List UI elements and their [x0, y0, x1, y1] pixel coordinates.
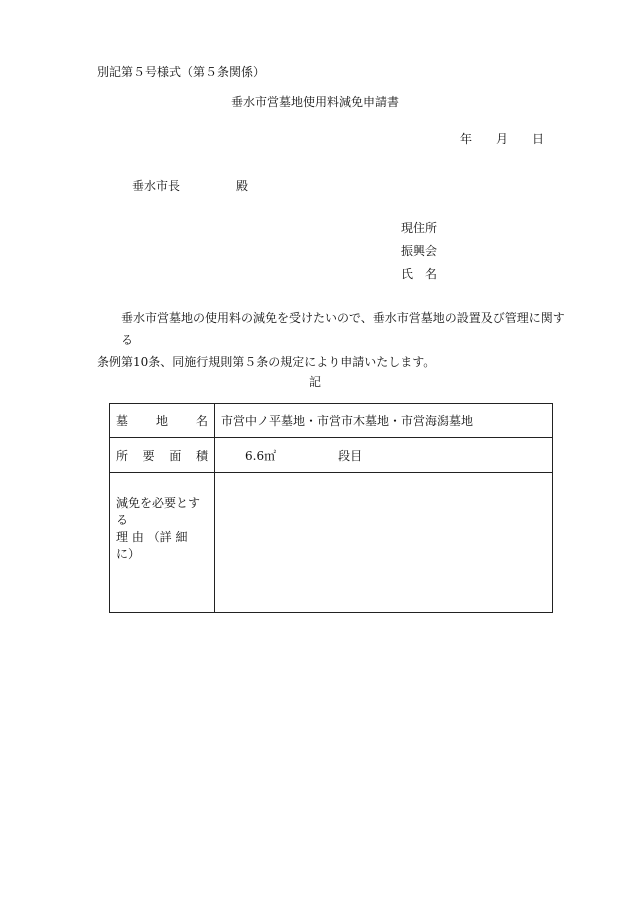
cemetery-value: 市営中ノ平墓地・市営市木墓地・市営海潟墓地: [215, 404, 553, 438]
table-row-cemetery: [110, 404, 553, 438]
cemetery-label-char: 墓: [116, 414, 129, 428]
body-line-2: 条例第10条、同施行規則第５条の規定により申請いたします。: [97, 355, 436, 369]
address-label: 現住所: [401, 221, 438, 235]
note-mark: 記: [308, 375, 321, 389]
name-label: 氏 名: [401, 267, 438, 281]
table-row-area: [110, 438, 553, 473]
area-label-char: 要: [142, 448, 155, 463]
area-label-char: 積: [195, 448, 208, 463]
application-table: [109, 403, 553, 613]
area-cell: [215, 438, 553, 473]
document-title: 垂水市営墓地使用料減免申請書: [230, 95, 399, 109]
addressee-name: 垂水市長: [132, 179, 181, 193]
addressee: [132, 180, 248, 192]
association-label: 振興会: [401, 244, 438, 258]
cemetery-label: [110, 404, 215, 438]
area-label-char: 面: [169, 448, 182, 463]
cemetery-label-char: 地: [155, 414, 168, 428]
addressee-honorific: 殿: [236, 179, 249, 193]
table-row-reason: [110, 473, 553, 613]
date-day-label: 日: [532, 132, 545, 146]
area-label: [110, 438, 215, 473]
area-label-char: 所: [116, 448, 129, 463]
form-number: 別記第５号様式（第５条関係）: [97, 65, 266, 79]
body-text: [97, 307, 567, 373]
applicant-block: [401, 222, 437, 291]
reason-label-line-1: 減免を必要とする: [116, 496, 201, 527]
date-month-label: 月: [496, 132, 509, 146]
reason-label-line-2: 理 由 （詳 細 に）: [116, 530, 188, 561]
reason-value[interactable]: [215, 473, 553, 613]
area-unit: 段目: [338, 448, 363, 463]
reason-label: [110, 473, 215, 613]
body-line-1: 垂水市営墓地の使用料の減免を受けたいので、垂水市営墓地の設置及び管理に関する: [121, 311, 565, 347]
date-line: [460, 133, 544, 145]
cemetery-label-char: 名: [195, 414, 208, 428]
date-year-label: 年: [460, 132, 473, 146]
area-value: 6.6㎡: [245, 448, 277, 463]
